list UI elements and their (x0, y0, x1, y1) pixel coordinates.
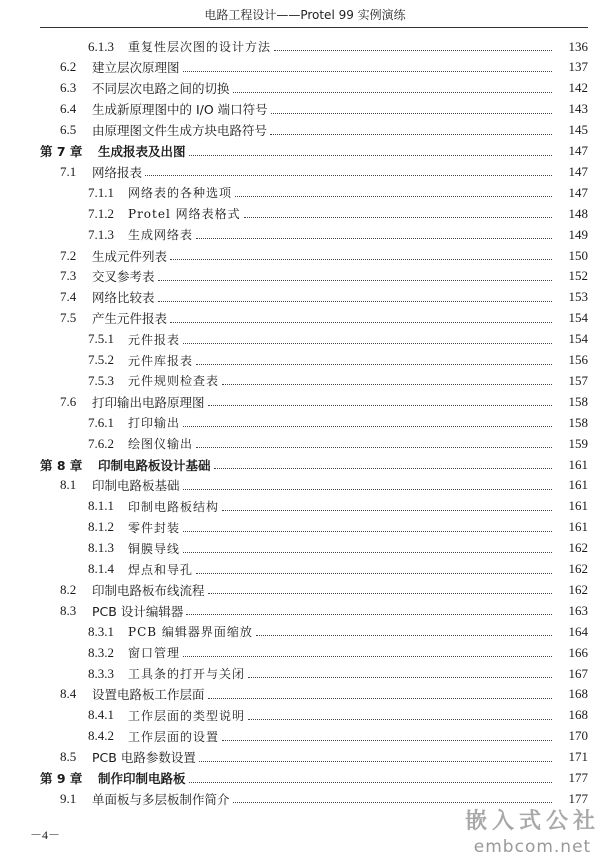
toc-entry-title: 打印输出 (128, 416, 181, 431)
toc-entry-number: 7.6.2 (88, 435, 114, 451)
toc-leader-dots (270, 134, 552, 135)
toc-entry (0, 726, 610, 747)
toc-entry-number: 7.5.3 (88, 372, 114, 388)
toc-entry (0, 600, 610, 621)
toc-entry (0, 99, 610, 120)
toc-entry-page: 171 (568, 749, 588, 765)
toc-entry (0, 224, 610, 245)
toc-leader-dots (208, 698, 552, 699)
toc-leader-dots (183, 343, 552, 344)
toc-entry (0, 308, 610, 329)
toc-entry-title: 元件库报表 (128, 353, 194, 368)
toc-entry-title: 产生元件报表 (92, 311, 168, 327)
toc-leader-dots (271, 113, 552, 114)
page-number: －4－ (30, 828, 61, 842)
toc-entry-number: 8.3.2 (88, 644, 114, 660)
toc-entry-title: PCB 编辑器界面缩放 (128, 625, 253, 640)
toc-entry-number: 8.1.1 (88, 498, 114, 514)
toc-entry-page: 152 (568, 268, 588, 284)
toc-leader-dots (199, 761, 552, 762)
toc-entry-number: 7.5.2 (88, 352, 114, 367)
toc-entry-title: PCB 电路参数设置 (92, 750, 196, 766)
toc-entry (0, 57, 610, 78)
toc-entry (0, 684, 610, 705)
toc-entry-page: 158 (568, 393, 588, 409)
toc-leader-dots (222, 384, 552, 385)
toc-entry (0, 496, 610, 517)
toc-entry (0, 663, 610, 684)
toc-entry-page: 147 (568, 163, 588, 179)
toc-entry-page: 161 (568, 519, 588, 535)
toc-entry-page: 136 (568, 38, 588, 54)
toc-entry-page: 177 (568, 770, 588, 785)
toc-entry-page: 163 (568, 602, 588, 618)
toc-entry-title: 元件报表 (128, 332, 181, 347)
toc-entry-page: 137 (568, 59, 588, 75)
toc-entry (0, 412, 610, 433)
toc-entry-title: 不同层次电路之间的切换 (92, 81, 230, 97)
toc-entry-title: 设置电路板工作层面 (92, 687, 205, 703)
header-rule (40, 27, 588, 28)
toc-entry (0, 287, 610, 308)
toc-entry-title: 单面板与多层板制作简介 (92, 791, 230, 807)
toc-entry (0, 621, 610, 642)
toc-entry (0, 266, 610, 287)
toc-entry-title: 工具条的打开与关闭 (128, 667, 246, 681)
toc-entry-number: 7.1 (60, 163, 77, 179)
toc-entry-title: 生成网络表 (128, 228, 194, 243)
watermark-cn: 嵌入式公社 (464, 809, 600, 834)
toc-entry (0, 182, 610, 203)
toc-leader-dots (196, 573, 552, 574)
toc-leader-dots (186, 614, 552, 615)
toc-entry-number: 8.3.3 (88, 665, 114, 681)
toc-entry-number: 8.2 (60, 581, 77, 597)
toc-entry-number: 7.1.2 (88, 205, 114, 221)
toc-leader-dots (183, 656, 552, 657)
toc-entry-page: 154 (568, 310, 588, 326)
toc-entry-number: 7.1.3 (88, 226, 114, 242)
toc-entry-title: 窗口管理 (128, 646, 181, 661)
toc-entry (0, 475, 610, 496)
toc-entry-title: PCB 设计编辑器 (92, 603, 184, 619)
toc-leader-dots (183, 489, 552, 490)
toc-entry (0, 559, 610, 580)
toc-entry-number: 8.3 (60, 602, 77, 618)
toc-entry-number: 6.1.3 (88, 38, 114, 54)
toc-chapter (0, 141, 610, 162)
toc-entry-title: 生成新原理图中的 I/O 端口符号 (92, 102, 268, 118)
toc-entry-number: 8.1.2 (88, 519, 114, 535)
toc-entry-page: 145 (568, 122, 588, 138)
toc-leader-dots (248, 719, 552, 720)
toc-entry-number: 7.6 (60, 393, 77, 409)
toc-entry-page: 150 (568, 247, 588, 263)
watermark-en: embcom.net (473, 837, 592, 857)
toc-entry-title: 重复性层次图的设计方法 (128, 40, 272, 54)
toc-entry (0, 579, 610, 600)
toc-entry-title: 打印输出电路原理图 (92, 394, 205, 410)
toc-entry (0, 120, 610, 141)
toc-entry-page: 158 (568, 414, 588, 430)
toc-entry-page: 143 (568, 101, 588, 117)
toc-leader-dots (183, 71, 552, 72)
toc-leader-dots (222, 740, 552, 741)
toc-leader-dots (248, 677, 552, 678)
toc-entry (0, 78, 610, 99)
toc-entry-page: 162 (568, 581, 588, 597)
toc-entry-number: 第 7 章 (40, 144, 83, 159)
toc-leader-dots (158, 280, 552, 281)
toc-entry-title: 制作印制电路板 (98, 771, 186, 786)
toc-entry-page: 162 (568, 540, 588, 556)
toc-entry-title: 生成元件列表 (92, 248, 168, 264)
toc-leader-dots (158, 301, 552, 302)
toc-entry (0, 433, 610, 454)
toc-leader-dots (196, 238, 552, 239)
toc-entry-page: 161 (568, 456, 588, 472)
toc-entry-title: 网络比较表 (92, 290, 155, 306)
toc-entry (0, 36, 610, 57)
toc-leader-dots (189, 155, 552, 156)
watermark (465, 804, 600, 857)
toc-leader-dots (222, 510, 552, 511)
toc-entry-number: 7.2 (60, 247, 77, 263)
toc-leader-dots (145, 175, 552, 176)
toc-entry-number: 7.5.1 (88, 331, 114, 347)
toc-leader-dots (214, 468, 552, 469)
toc-leader-dots (244, 217, 552, 218)
toc-entry-page: 168 (568, 686, 588, 702)
toc-entry (0, 350, 610, 371)
toc-entry-title: 工作层面的类型说明 (128, 708, 246, 723)
toc-entry-page: 154 (568, 331, 588, 347)
toc-entry-title: 零件封装 (128, 520, 181, 535)
toc-entry (0, 203, 610, 224)
toc-entry (0, 747, 610, 768)
toc-entry-title: 绘图仪输出 (128, 437, 194, 452)
toc-entry-title: 印制电路板结构 (128, 499, 220, 514)
toc-entry-number: 7.5 (60, 310, 77, 326)
toc-entry-title: 工作层面的设置 (128, 729, 220, 744)
toc-entry (0, 705, 610, 726)
toc-entry-number: 8.1.4 (88, 561, 114, 576)
toc-entry-number: 6.2 (60, 59, 77, 75)
toc-entry-page: 157 (568, 372, 588, 388)
toc-entry-page: 159 (568, 435, 588, 451)
toc-entry (0, 370, 610, 391)
toc-leader-dots (183, 552, 552, 553)
toc-leader-dots (196, 364, 552, 365)
toc-entry-number: 6.3 (60, 80, 77, 96)
toc-entry-page: 149 (568, 226, 588, 242)
toc-entry-number: 8.4 (60, 686, 77, 702)
toc-entry-page: 161 (568, 477, 588, 493)
toc-entry-page: 164 (568, 623, 588, 639)
toc-leader-dots (208, 405, 552, 406)
toc-entry (0, 329, 610, 350)
toc-entry-page: 161 (568, 498, 588, 514)
toc-entry-page: 148 (568, 205, 588, 221)
toc-leader-dots (170, 259, 552, 260)
toc-entry-page: 147 (568, 184, 588, 200)
toc-entry-number: 6.5 (60, 122, 77, 138)
toc-leader-dots (170, 322, 552, 323)
toc-entry (0, 517, 610, 538)
toc-entry (0, 538, 610, 559)
toc-entry-title: 建立层次原理图 (92, 60, 180, 76)
toc-chapter (0, 454, 610, 475)
toc-leader-dots (208, 593, 552, 594)
toc-entry-title: 生成报表及出图 (98, 144, 186, 159)
toc-entry (0, 391, 610, 412)
toc-entry-page: 162 (568, 561, 588, 576)
toc-entry-title: 元件规则检查表 (128, 374, 220, 389)
toc-entry-number: 7.6.1 (88, 414, 114, 430)
toc-entry-title: 印制电路板布线流程 (92, 582, 205, 598)
toc-entry-title: 焊点和导孔 (128, 562, 194, 577)
toc-entry (0, 245, 610, 266)
toc-entry-number: 8.5 (60, 749, 77, 765)
toc-entry-number: 7.3 (60, 268, 77, 284)
toc-leader-dots (235, 196, 552, 197)
toc-entry-page: 167 (568, 665, 588, 681)
toc-entry-title: 印制电路板基础 (92, 478, 180, 494)
toc-entry-page: 177 (568, 790, 588, 806)
toc-entry-number: 第 9 章 (40, 771, 83, 786)
toc-leader-dots (183, 426, 552, 427)
toc-entry-title: 交叉参考表 (92, 269, 155, 285)
toc-entry-number: 7.4 (60, 289, 77, 305)
toc-entry-number: 8.4.1 (88, 707, 114, 723)
toc-entry-number: 8.3.1 (88, 623, 114, 639)
toc-entry-number: 8.4.2 (88, 728, 114, 744)
toc-chapter (0, 768, 610, 789)
toc-entry-number: 9.1 (60, 790, 77, 806)
toc-entry-page: 147 (568, 143, 588, 158)
toc-entry-page: 166 (568, 644, 588, 660)
toc-entry-title: 铜膜导线 (128, 541, 181, 556)
toc-entry-title: 印制电路板设计基础 (98, 457, 211, 473)
toc-entry-number: 6.4 (60, 101, 77, 117)
toc-leader-dots (189, 782, 552, 783)
toc-entry-page: 170 (568, 728, 588, 744)
toc-entry-page: 168 (568, 707, 588, 723)
toc-entry-number: 8.1 (60, 477, 77, 493)
toc-leader-dots (196, 447, 552, 448)
toc-entry-number: 第 8 章 (40, 457, 83, 473)
toc-entry-title: 由原理图文件生成方块电路符号 (92, 123, 268, 139)
toc-leader-dots (233, 92, 552, 93)
toc-entry-page: 156 (568, 352, 588, 367)
toc-entry-page: 142 (568, 80, 588, 96)
toc-entry-number: 8.1.3 (88, 540, 114, 556)
toc-leader-dots (274, 50, 552, 51)
toc-leader-dots (183, 531, 552, 532)
toc-entry-number: 7.1.1 (88, 184, 114, 200)
toc-entry-title: Protel 网络表格式 (128, 207, 241, 222)
running-header: 电路工程设计——Protel 99 实例演练 (204, 8, 406, 22)
toc-entry-title: 网络表的各种选项 (128, 186, 233, 201)
toc-entry-page: 153 (568, 289, 588, 305)
toc-leader-dots (256, 635, 552, 636)
toc-entry-title: 网络报表 (92, 164, 143, 180)
toc-entry (0, 642, 610, 663)
toc-entry (0, 161, 610, 182)
